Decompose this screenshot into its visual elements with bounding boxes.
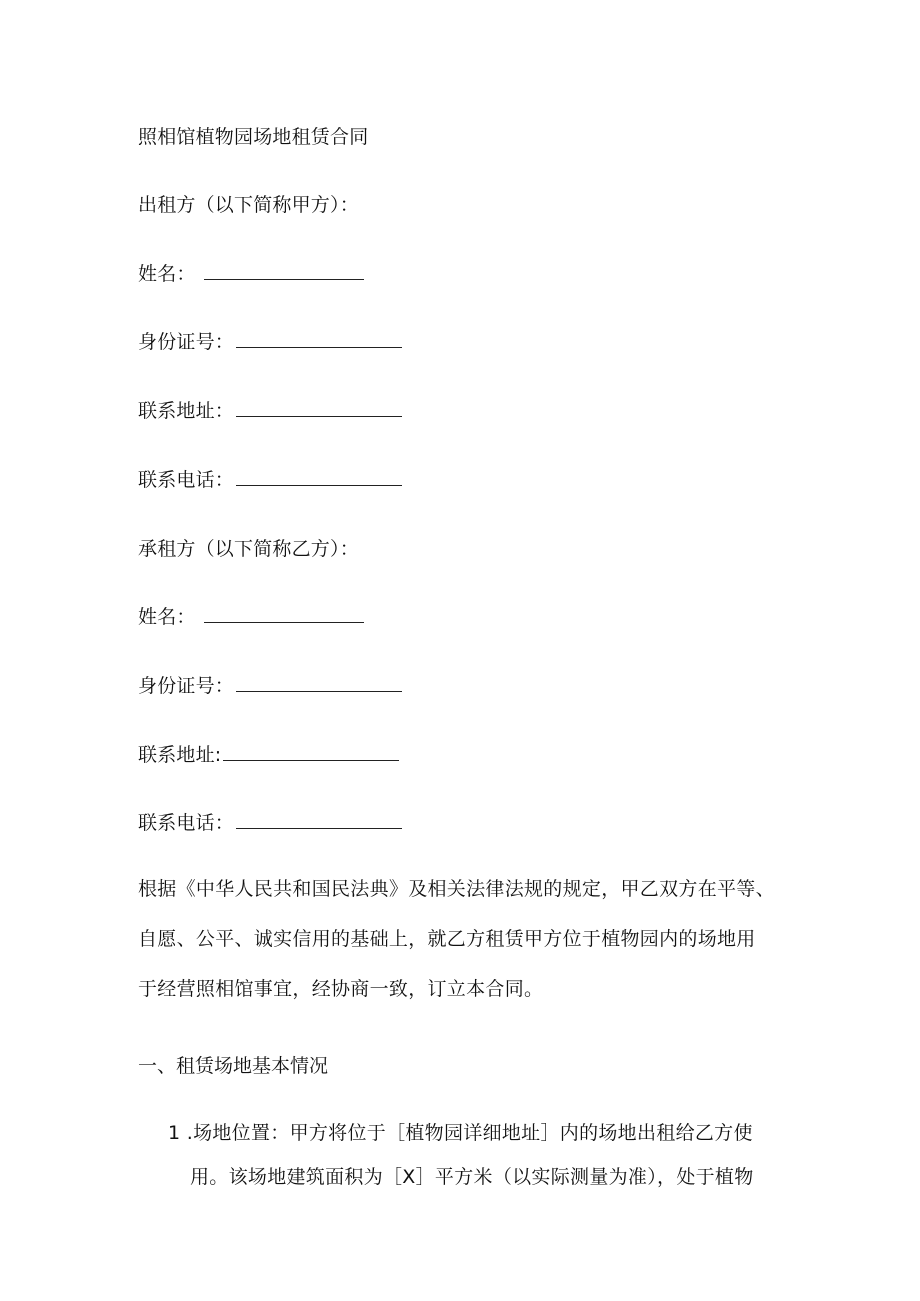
lessee-name-blank[interactable] [204,604,364,623]
lessee-phone-blank[interactable] [236,810,402,829]
lessor-address-label: 联系地址： [138,400,235,422]
preamble-line: 根据《中华人民共和国民法典》及相关法律法规的规定，甲乙双方在平等、 [138,878,775,900]
lessor-name-row [138,261,364,287]
lessee-phone-label: 联系电话： [138,812,235,834]
lessor-address-row [138,398,402,424]
lessee-name-row [138,604,364,630]
lessor-name-label: 姓名： [138,263,196,285]
lessor-phone-label: 联系电话： [138,469,235,491]
clause-line: 用。该场地建筑面积为［X］平方米（以实际测量为准），处于植物 [190,1166,754,1188]
clause-1 [168,1111,808,1199]
lessee-name-label: 姓名： [138,606,196,628]
lessor-id-row [138,329,402,355]
section-heading: 一、租赁场地基本情况 [138,1055,329,1077]
lessee-heading: 承租方（以下简称乙方）： [138,538,359,560]
preamble-paragraph [138,864,798,1014]
lessor-address-blank[interactable] [236,398,402,417]
lessee-address-row [138,742,399,768]
clause-line: 1 .场地位置：甲方将位于［植物园详细地址］内的场地出租给乙方使 [168,1122,753,1144]
lessor-id-blank[interactable] [236,329,402,348]
lessee-address-label: 联系地址: [138,744,222,766]
lessor-heading: 出租方（以下简称甲方）： [138,194,359,216]
lessee-id-blank[interactable] [236,673,402,692]
preamble-line: 自愿、公平、诚实信用的基础上，就乙方租赁甲方位于植物园内的场地用 [138,928,756,950]
lessee-address-blank[interactable] [223,742,399,761]
document-title: 照相馆植物园场地租赁合同 [138,126,369,148]
lessor-phone-blank[interactable] [236,467,402,486]
lessee-id-label: 身份证号： [138,675,235,697]
lessor-phone-row [138,467,402,493]
lessee-phone-row [138,810,402,836]
lessor-id-label: 身份证号： [138,331,235,353]
lessee-id-row [138,673,402,699]
lessor-name-blank[interactable] [204,261,364,280]
preamble-line: 于经营照相馆事宜，经协商一致，订立本合同。 [138,978,544,1000]
